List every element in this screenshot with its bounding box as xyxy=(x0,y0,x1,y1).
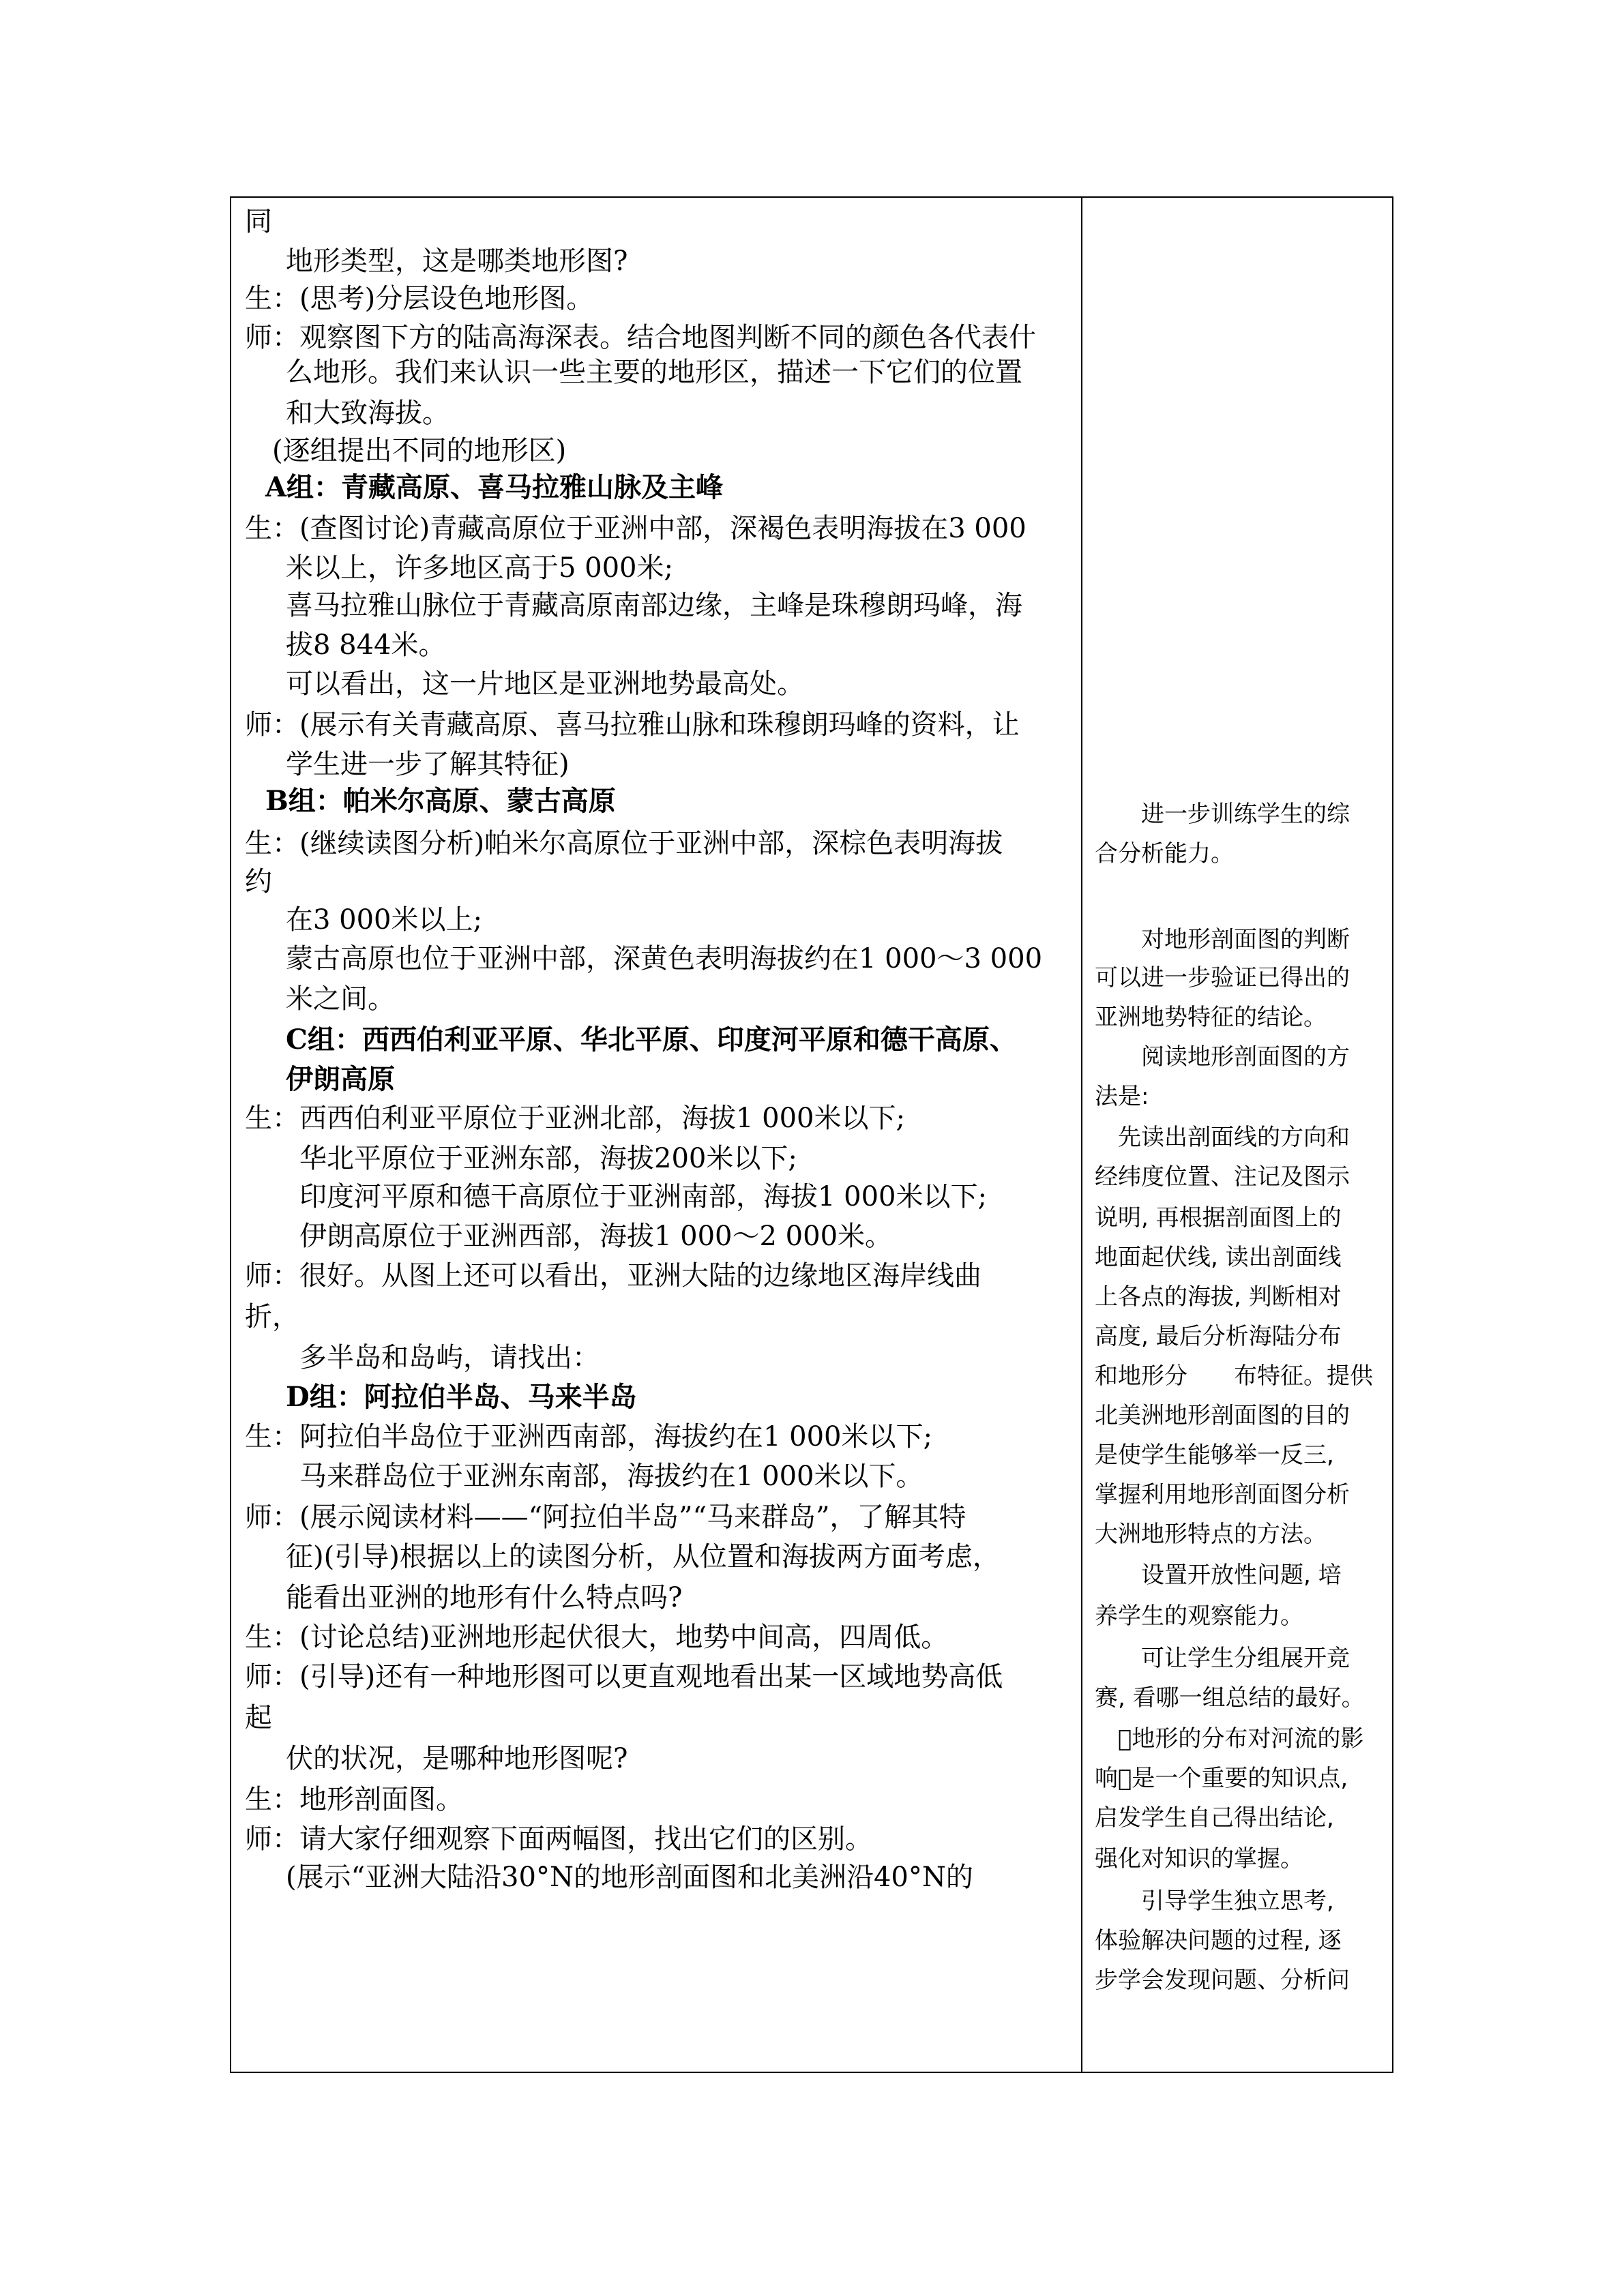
left-line: 多半岛和岛屿，请找出： xyxy=(299,1342,600,1373)
right-line: 法是: xyxy=(1095,1083,1149,1110)
right-line: 掌握利用地形剖面图分析 xyxy=(1095,1481,1350,1508)
column-divider xyxy=(1081,198,1082,2072)
left-line: 师：很好。从图上还可以看出，亚洲大陆的边缘地区海岸线曲 xyxy=(245,1260,981,1292)
left-line: 米之间。 xyxy=(286,983,395,1015)
left-line: 生：地形剖面图。 xyxy=(245,1784,463,1815)
right-line: 阅读地形剖面图的方 xyxy=(1095,1043,1350,1071)
left-line: 印度河平原和德干高原位于亚洲南部，海拔1 000米以下; xyxy=(299,1181,987,1212)
right-line: 强化对知识的掌握。 xyxy=(1095,1845,1303,1873)
left-line: 生：(讨论总结)亚洲地形起伏很大，地势中间高，四周低。 xyxy=(245,1622,949,1653)
left-line: B组：帕米尔高原、蒙古高原 xyxy=(265,785,616,817)
left-line: 起 xyxy=(245,1702,272,1733)
right-line: 高度, 最后分析海陆分布 xyxy=(1095,1323,1342,1350)
left-line: 师：请大家仔细观察下面两幅图，找出它们的区别。 xyxy=(245,1823,872,1855)
right-line: 亚洲地势特征的结论。 xyxy=(1095,1004,1327,1031)
lesson-table xyxy=(230,196,1393,2073)
right-line: 设置开放性问题, 培 xyxy=(1095,1562,1342,1589)
right-line: 是使学生能够举一反三, xyxy=(1095,1442,1334,1469)
left-line: 征)(引导)根据以上的读图分析，从位置和海拔两方面考虑， xyxy=(286,1541,1000,1572)
right-line: 经纬度位置、注记及图示 xyxy=(1095,1163,1350,1191)
left-line: 生：阿拉伯半岛位于亚洲西南部，海拔约在1 000米以下; xyxy=(245,1421,932,1452)
left-line: 拔8 844米。 xyxy=(286,629,446,661)
left-line: 生：西西伯利亚平原位于亚洲北部，海拔1 000米以下; xyxy=(245,1103,905,1134)
right-line: 和地形分 布特征。提供 xyxy=(1095,1362,1373,1390)
right-line: 体验解决问题的过程, 逐 xyxy=(1095,1927,1342,1954)
right-line: 可以进一步验证已得出的 xyxy=(1095,964,1350,992)
right-line: 养学生的观察能力。 xyxy=(1095,1602,1303,1630)
left-line: 师：(引导)还有一种地形图可以更直观地看出某一区域地势高低 xyxy=(245,1661,1003,1693)
left-line: 师：(展示有关青藏高原、喜马拉雅山脉和珠穆朗玛峰的资料，让 xyxy=(245,709,1020,741)
right-line: 上各点的海拔, 判断相对 xyxy=(1095,1283,1342,1311)
left-line: 可以看出，这一片地区是亚洲地势最高处。 xyxy=(286,668,804,700)
design-intent-column xyxy=(1095,198,1388,2072)
right-line:  地形的分布对河流的影 xyxy=(1095,1725,1364,1753)
left-line: 生：(查图讨论)青藏高原位于亚洲中部，深褐色表明海拔在3 000 xyxy=(245,513,1027,544)
left-line: 生：(思考)分层设色地形图。 xyxy=(245,283,594,314)
left-line: 学生进一步了解其特征) xyxy=(286,749,570,780)
right-line: 可让学生分组展开竞 xyxy=(1095,1645,1350,1672)
left-line: 马来群岛位于亚洲东南部，海拔约在1 000米以下。 xyxy=(299,1461,924,1492)
left-line: 华北平原位于亚洲东部，海拔200米以下; xyxy=(299,1143,797,1174)
left-line: 伏的状况，是哪种地形图呢? xyxy=(286,1743,628,1774)
left-line: 同 xyxy=(245,206,272,237)
left-line: 能看出亚洲的地形有什么特点吗? xyxy=(286,1582,683,1613)
right-line: 地面起伏线, 读出剖面线 xyxy=(1095,1244,1342,1271)
left-line: 和大致海拔。 xyxy=(286,398,449,429)
left-line: 折， xyxy=(245,1301,299,1332)
left-line: 伊朗高原位于亚洲西部，海拔1 000～2 000米。 xyxy=(299,1221,893,1252)
left-line: 米以上，许多地区高于5 000米; xyxy=(286,552,673,584)
teaching-process-column xyxy=(245,198,1077,2072)
right-line: 引导学生独立思考, xyxy=(1095,1888,1334,1915)
right-line: 说明, 再根据剖面图上的 xyxy=(1095,1204,1342,1232)
left-line: 地形类型，这是哪类地形图? xyxy=(286,245,628,277)
left-line: 师：(展示阅读材料——“阿拉伯半岛”“马来群岛”，了解其特 xyxy=(245,1502,966,1533)
left-line: 约 xyxy=(245,866,272,897)
left-line: (逐组提出不同的地形区) xyxy=(272,435,567,466)
left-line: 在3 000米以上; xyxy=(286,904,482,936)
right-line: 对地形剖面图的判断 xyxy=(1095,926,1350,953)
left-line: 蒙古高原也位于亚洲中部，深黄色表明海拔约在1 000～3 000 xyxy=(286,943,1043,974)
right-line: 先读出剖面线的方向和 xyxy=(1095,1124,1350,1151)
right-line: 北美洲地形剖面图的目的 xyxy=(1095,1402,1350,1429)
right-line: 大洲地形特点的方法。 xyxy=(1095,1521,1327,1548)
right-line: 进一步训练学生的综 xyxy=(1095,801,1350,828)
right-line: 合分析能力。 xyxy=(1095,840,1234,867)
right-line: 赛, 看哪一组总结的最好。 xyxy=(1095,1684,1365,1712)
left-line: C组：西西伯利亚平原、华北平原、印度河平原和德干高原、 xyxy=(286,1024,1017,1056)
left-line: D组：阿拉伯半岛、马来半岛 xyxy=(286,1381,637,1413)
right-line: 响 是一个重要的知识点, xyxy=(1095,1765,1348,1792)
right-line: 启发学生自己得出结论, xyxy=(1095,1804,1334,1832)
left-line: 喜马拉雅山脉位于青藏高原南部边缘，主峰是珠穆朗玛峰，海 xyxy=(286,590,1022,621)
left-line: (展示“亚洲大陆沿30°N的地形剖面图和北美洲沿40°N的 xyxy=(286,1862,973,1893)
left-line: A组：青藏高原、喜马拉雅山脉及主峰 xyxy=(265,471,724,503)
right-line: 步学会发现问题、分析问 xyxy=(1095,1967,1350,1994)
left-line: 么地形。我们来认识一些主要的地形区，描述一下它们的位置 xyxy=(286,357,1022,388)
left-line: 生：(继续读图分析)帕米尔高原位于亚洲中部，深棕色表明海拔 xyxy=(245,828,1003,859)
left-line: 师：观察图下方的陆高海深表。结合地图判断不同的颜色各代表什 xyxy=(245,322,1036,353)
left-line: 伊朗高原 xyxy=(286,1063,395,1095)
